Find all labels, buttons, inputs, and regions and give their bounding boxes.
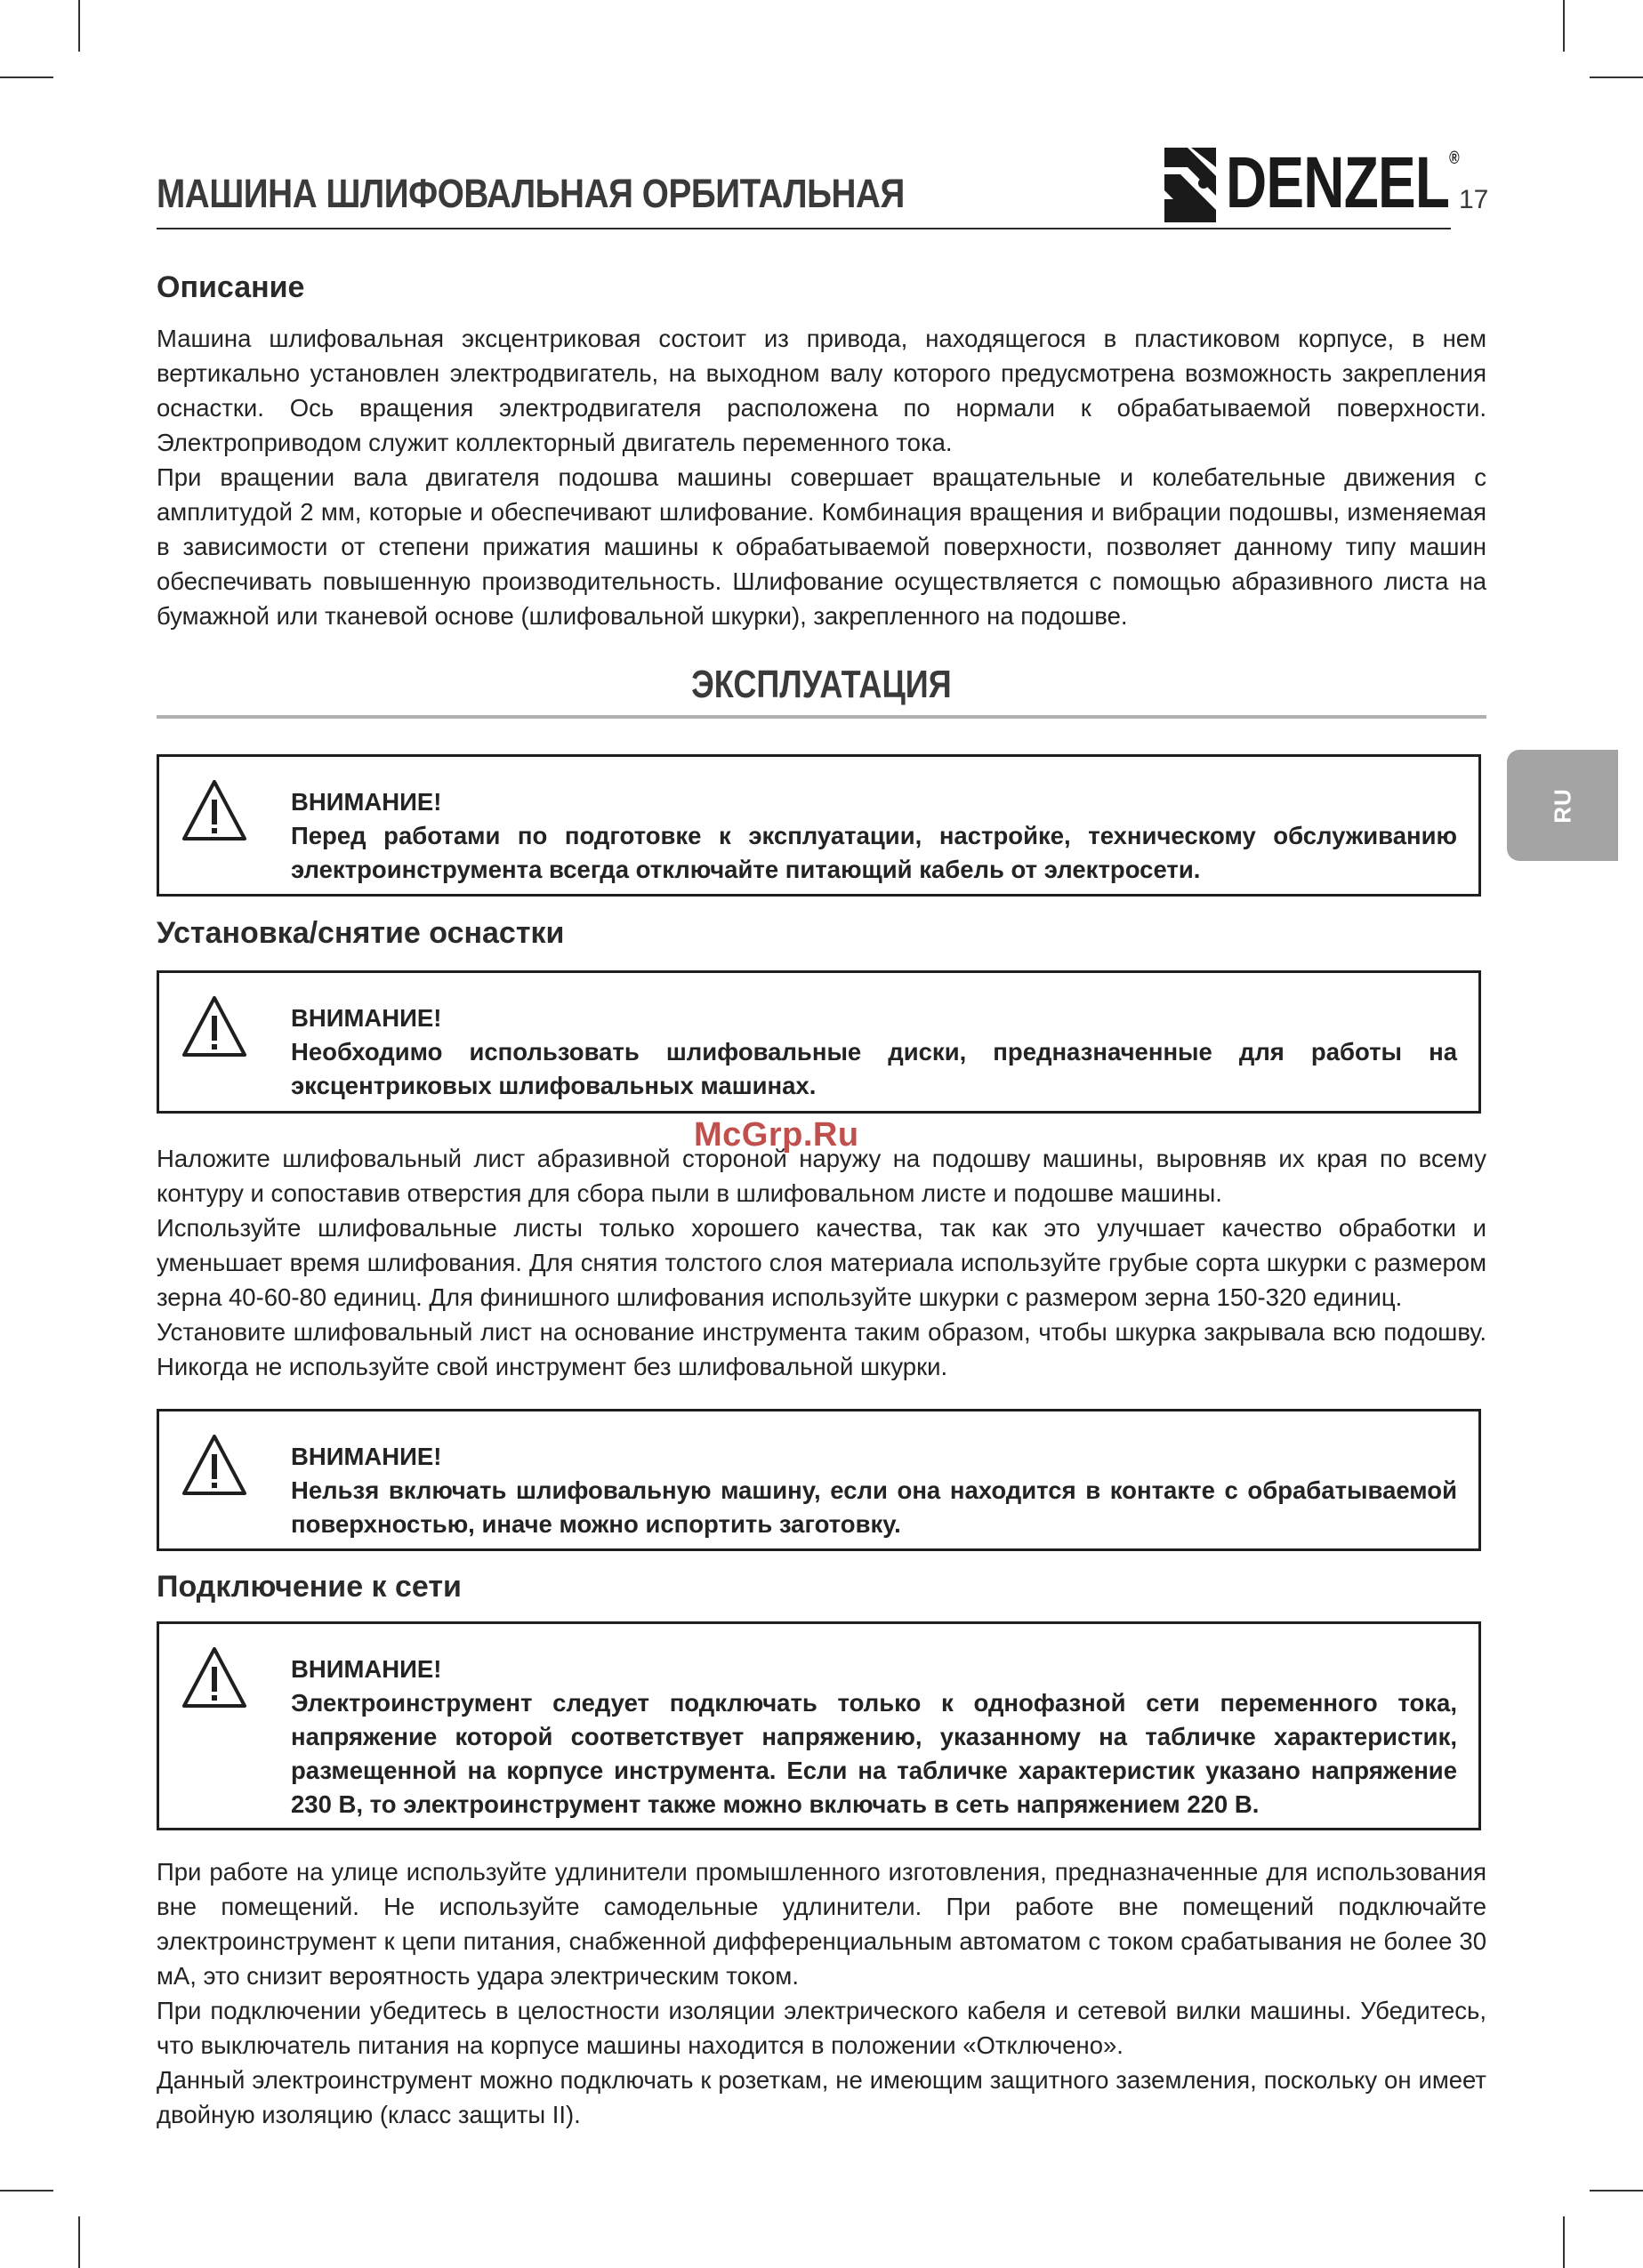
section-title: ЭКСПЛУАТАЦИЯ <box>691 663 952 706</box>
warning-label: ВНИМАНИЕ! <box>291 1655 442 1683</box>
description-heading: Описание <box>157 270 305 304</box>
brand-name: DENZEL® <box>1226 142 1459 223</box>
warning-box <box>157 1409 1481 1551</box>
installation-paragraph: Используйте шлифовальные листы только хорошего качества, так как это улучшает качество обработки и уменьшает время шлифования. Для снятия толстого слоя материала используйте грубые сорта шкурки с размером зерна 40-60-80 единиц. Для финишного шлифования используйте шкурки с размером зерна 150-320 единиц. <box>157 1214 1486 1311</box>
section-divider <box>157 715 1486 719</box>
warning-text: Перед работами по подготовке к эксплуатации, настройке, техническому обслуживанию электроинструмента всегда отключайте питающий кабель от электросети. <box>291 822 1457 883</box>
warning-triangle-icon <box>182 1433 246 1497</box>
connection-paragraph: При подключении убедитесь в целостности изоляции электрического кабеля и сетевой вилки машины. Убедитесь, что выключатель питания на корпусе машины находится в положении «Отключено». <box>157 1997 1486 2059</box>
document-title: МАШИНА ШЛИФОВАЛЬНАЯ ОРБИТАЛЬНАЯ <box>157 171 905 216</box>
crop-mark <box>78 2216 80 2268</box>
warning-text: Необходимо использовать шлифовальные диски, предназначенные для работы на эксцентриковых шлифовальных машинах. <box>291 1038 1457 1099</box>
warning-text: Электроинструмент следует подключать только к однофазной сети переменного тока, напряжение которой соответствует напряжению, указанному на табличке характеристик, размещенной на корпусе инструмента. Если на табличке характеристик указано напряжение 230 В, то электроинструмент также можно включать в сеть напряжением 220 В. <box>291 1689 1457 1818</box>
installation-heading: Установка/снятие оснастки <box>157 916 565 950</box>
language-tab-label: RU <box>1549 787 1575 824</box>
warning-triangle-icon <box>182 994 246 1058</box>
connection-paragraph: При работе на улице используйте удлинители промышленного изготовления, предназначенные для использования вне помещений. Не используйте самодельные удлинители. При работе вне помещений подключайте электроинструмент к цепи питания, снабженной дифференциальным автоматом с током срабатывания не более 30 мА, это снизит вероятность удара электрическим током. <box>157 1858 1486 1990</box>
warning-label: ВНИМАНИЕ! <box>291 1443 442 1470</box>
crop-mark <box>78 0 80 52</box>
warning-label: ВНИМАНИЕ! <box>291 788 442 816</box>
warning-triangle-icon <box>182 778 246 842</box>
description-paragraph: При вращении вала двигателя подошва машины совершает вращательные и колебательные движения с амплитудой 2 мм, которые и обеспечивают шлифование. Комбинация вращения и вибрации подошвы, изменяемая в зависимости от степени прижатия машины к обрабатываемой поверхности, позволяет данному типу машин обеспечивать повышенную производительность. Шлифование осуществляется с помощью абразивного листа на бумажной или тканевой основе (шлифовальной шкурки), закрепленного на подошве. <box>157 463 1486 630</box>
watermark: McGrp.Ru <box>694 1116 859 1154</box>
warning-text: Нельзя включать шлифовальную машину, если она находится в контакте с обрабатываемой поверхностью, иначе можно испортить заготовку. <box>291 1476 1457 1538</box>
page-number: 17 <box>1459 185 1489 214</box>
connection-heading: Подключение к сети <box>157 1570 462 1604</box>
header-divider <box>157 228 1451 229</box>
crop-mark <box>1563 2216 1565 2268</box>
language-tab <box>1507 750 1618 861</box>
crop-mark <box>0 76 53 78</box>
crop-mark <box>1563 0 1565 52</box>
installation-text <box>157 1141 1486 1384</box>
warning-box <box>157 754 1481 897</box>
connection-text <box>157 1854 1486 2132</box>
crop-mark <box>1590 2190 1643 2192</box>
connection-paragraph: Данный электроинструмент можно подключать к розеткам, не имеющим защитного заземления, поскольку он имеет двойную изоляцию (класс защиты II). <box>157 2066 1486 2128</box>
warning-triangle-icon <box>182 1645 246 1709</box>
installation-paragraph: Наложите шлифовальный лист абразивной стороной наружу на подошву машины, выровняв их края по всему контуру и сопоставив отверстия для сбора пыли в шлифовальном листе и подошве машины. <box>157 1145 1486 1207</box>
warning-box <box>157 970 1481 1114</box>
warning-box <box>157 1621 1481 1830</box>
crop-mark <box>1590 76 1643 78</box>
crop-mark <box>0 2190 53 2192</box>
warning-label: ВНИМАНИЕ! <box>291 1004 442 1032</box>
description-text <box>157 321 1486 633</box>
installation-paragraph: Установите шлифовальный лист на основание инструмента таким образом, чтобы шкурка закрывала всю подошву. Никогда не используйте свой инструмент без шлифовальной шкурки. <box>157 1318 1486 1380</box>
registered-mark: ® <box>1449 149 1459 168</box>
description-paragraph: Машина шлифовальная эксцентриковая состоит из привода, находящегося в пластиковом корпусе, в нем вертикально установлен электродвигатель, на выходном валу которого предусмотрена возможность закрепления оснастки. Ось вращения электродвигателя расположена по нормали к обрабатываемой поверхности. Электроприводом служит коллекторный двигатель переменного тока. <box>157 325 1486 456</box>
